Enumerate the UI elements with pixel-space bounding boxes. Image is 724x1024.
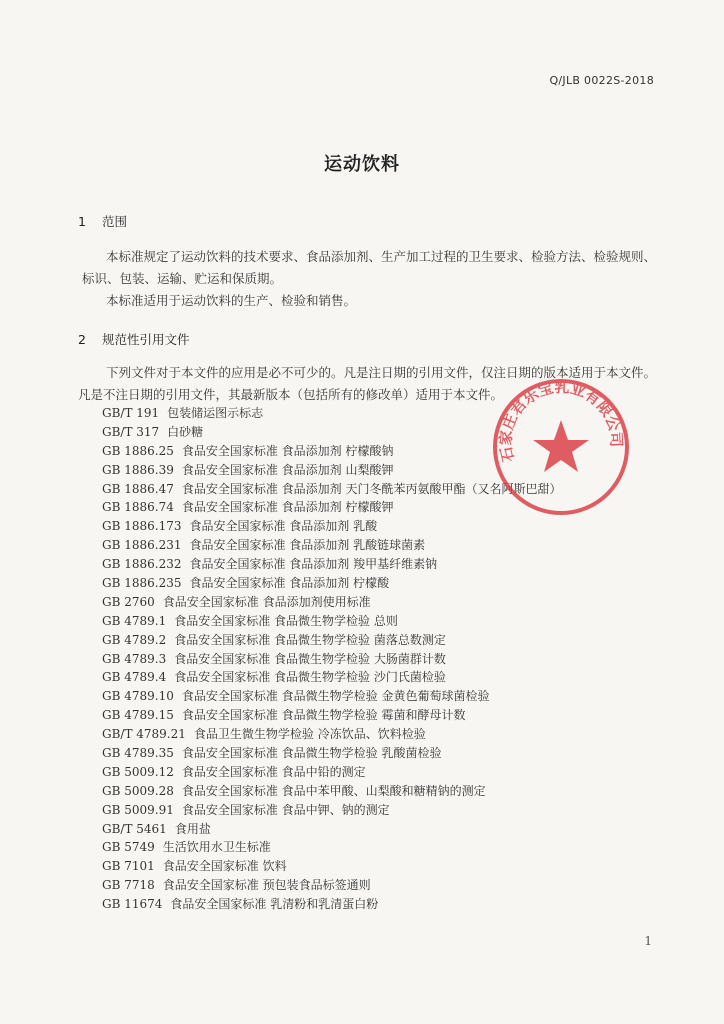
reference-code: GB 1886.25	[102, 443, 174, 458]
reference-code: GB 7101	[102, 859, 155, 874]
reference-title: 食品安全国家标准 食品微生物学检验 沙门氏菌检验	[174, 670, 446, 685]
reference-title: 食用盐	[174, 821, 211, 836]
reference-title: 食品安全国家标准 食品添加剂 山梨酸钾	[181, 462, 394, 477]
reference-title: 食品安全国家标准 食品微生物学检验 总则	[174, 613, 398, 628]
reference-title: 食品安全国家标准 食品添加剂使用标准	[162, 594, 371, 609]
reference-item	[102, 612, 561, 631]
reference-code: GB 4789.2	[102, 632, 167, 647]
seal-text: 石家庄君乐宝乳业有限公司	[496, 378, 626, 464]
reference-title: 食品安全国家标准 食品微生物学检验 霉菌和酵母计数	[181, 708, 466, 723]
section-1-body	[82, 246, 662, 312]
reference-item	[102, 480, 561, 499]
reference-item	[102, 442, 561, 461]
reference-code: GB/T 191	[102, 406, 160, 420]
reference-item	[102, 461, 561, 480]
reference-title: 食品安全国家标准 食品添加剂 乳酸	[189, 519, 378, 534]
references-intro-line2: 凡是不注日期的引用文件，其最新版本（包括所有的修改单）适用于本文件。	[78, 387, 504, 402]
reference-code: GB 4789.4	[102, 670, 167, 685]
section-2-heading	[78, 330, 190, 348]
reference-item	[102, 838, 561, 857]
section-1-title: 范围	[101, 214, 127, 229]
reference-title: 食品安全国家标准 食品添加剂 柠檬酸钾	[181, 500, 394, 515]
reference-code: GB 7718	[102, 878, 155, 893]
reference-item	[102, 801, 561, 820]
reference-item	[102, 706, 561, 725]
reference-title: 食品卫生微生物学检验 冷冻饮品、饮料检验	[193, 727, 426, 742]
reference-title: 食品安全国家标准 食品添加剂 乳酸链球菌素	[189, 538, 426, 553]
reference-code: GB 2760	[102, 594, 155, 609]
reference-code: GB 1886.232	[102, 557, 182, 572]
reference-title: 食品安全国家标准 食品添加剂 柠檬酸钠	[181, 443, 394, 458]
standard-number: Q/JLB 0022S-2018	[549, 74, 654, 87]
reference-item	[102, 631, 561, 650]
reference-title: 包装储运图示标志	[167, 406, 264, 420]
reference-code: GB 5009.12	[102, 764, 174, 779]
reference-code: GB 5009.91	[102, 802, 174, 817]
reference-item	[102, 895, 561, 914]
reference-title: 食品安全国家标准 饮料	[162, 859, 287, 874]
reference-item	[102, 668, 561, 687]
reference-item	[102, 498, 561, 517]
reference-code: GB 1886.235	[102, 576, 182, 591]
section-1-heading	[78, 212, 127, 230]
reference-title: 食品安全国家标准 食品微生物学检验 菌落总数测定	[174, 632, 446, 647]
reference-item	[102, 593, 561, 612]
reference-code: GB/T 5461	[102, 821, 167, 836]
scope-paragraph-line1: 本标准规定了运动饮料的技术要求、食品添加剂、生产加工过程的卫生要求、检验方法、检验规则、	[106, 249, 657, 264]
reference-item	[102, 423, 561, 442]
reference-item	[102, 555, 561, 574]
reference-item	[102, 876, 561, 895]
reference-item	[102, 725, 561, 744]
document-title: 运动饮料	[324, 154, 400, 175]
scope-paragraph-line2: 标识、包装、运输、贮运和保质期。	[82, 271, 283, 286]
reference-title: 食品安全国家标准 食品添加剂 羧甲基纤维素钠	[189, 557, 438, 572]
references-intro-line1: 下列文件对于本文件的应用是必不可少的。凡是注日期的引用文件，仅注日期的版本适用于本文件。	[106, 365, 657, 380]
reference-code: GB 1886.173	[102, 519, 182, 534]
section-2-number: 2	[78, 332, 86, 347]
reference-title: 食品安全国家标准 食品微生物学检验 乳酸菌检验	[181, 746, 442, 761]
reference-title: 食品安全国家标准 乳清粉和乳清蛋白粉	[170, 897, 379, 912]
reference-item	[102, 687, 561, 706]
reference-code: GB 4789.35	[102, 746, 174, 761]
reference-item	[102, 404, 561, 423]
reference-code: GB 4789.15	[102, 708, 174, 723]
reference-item	[102, 857, 561, 876]
reference-code: GB 1886.47	[102, 481, 174, 496]
page-number: 1	[644, 934, 652, 948]
reference-item	[102, 782, 561, 801]
reference-code: GB 4789.3	[102, 651, 167, 666]
reference-title: 食品安全国家标准 食品中钾、钠的测定	[181, 802, 390, 817]
scope-applicability: 本标准适用于运动饮料的生产、检验和销售。	[106, 293, 357, 308]
reference-title: 食品安全国家标准 食品中苯甲酸、山梨酸和糖精钠的测定	[181, 783, 486, 798]
reference-code: GB 5009.28	[102, 783, 174, 798]
reference-code: GB 1886.39	[102, 462, 174, 477]
reference-title: 食品安全国家标准 食品微生物学检验 金黄色葡萄球菌检验	[181, 689, 490, 704]
reference-code: GB 5749	[102, 840, 155, 855]
reference-item	[102, 517, 561, 536]
reference-code: GB/T 317	[102, 424, 160, 439]
reference-title: 白砂糖	[167, 424, 204, 439]
reference-item	[102, 820, 561, 839]
reference-code: GB 4789.10	[102, 689, 174, 704]
reference-code: GB/T 4789.21	[102, 727, 186, 742]
reference-item	[102, 574, 561, 593]
section-2-intro	[78, 362, 662, 406]
reference-code: GB 1886.74	[102, 500, 174, 515]
reference-item	[102, 536, 561, 555]
reference-item	[102, 763, 561, 782]
section-2-title: 规范性引用文件	[101, 332, 190, 347]
reference-list	[102, 404, 561, 914]
reference-title: 食品安全国家标准 预包装食品标签通则	[162, 878, 371, 893]
reference-title: 食品安全国家标准 食品微生物学检验 大肠菌群计数	[174, 651, 446, 666]
reference-item	[102, 744, 561, 763]
reference-code: GB 11674	[102, 897, 163, 912]
reference-title: 食品安全国家标准 食品添加剂 天门冬酰苯丙氨酸甲酯（又名阿斯巴甜）	[181, 481, 562, 496]
reference-title: 食品安全国家标准 食品添加剂 柠檬酸	[189, 576, 390, 591]
reference-item	[102, 650, 561, 669]
reference-code: GB 4789.1	[102, 613, 167, 628]
reference-code: GB 1886.231	[102, 538, 182, 553]
reference-title: 生活饮用水卫生标准	[162, 840, 271, 855]
reference-title: 食品安全国家标准 食品中铅的测定	[181, 764, 366, 779]
section-1-number: 1	[78, 214, 86, 229]
